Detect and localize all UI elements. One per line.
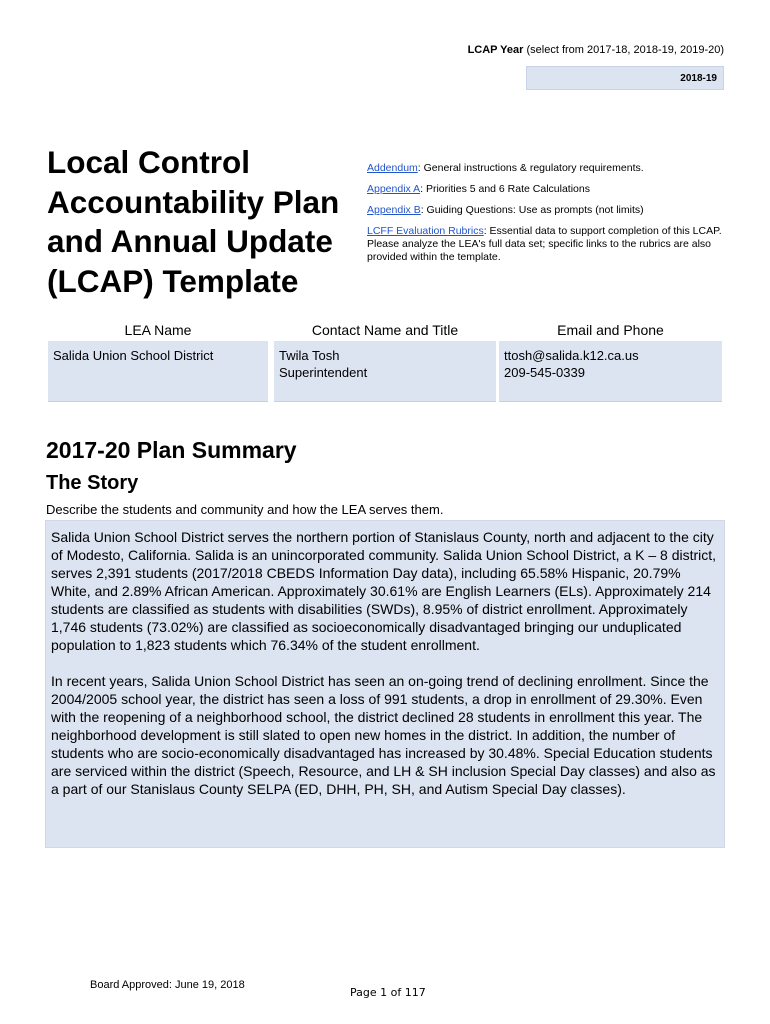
appendix-a-link[interactable]: Appendix A xyxy=(367,183,421,195)
addendum-link[interactable]: Addendum xyxy=(367,162,418,174)
plan-summary-heading: 2017-20 Plan Summary xyxy=(46,437,297,463)
appendix-a-description: : Priorities 5 and 6 Rate Calculations xyxy=(420,183,590,195)
lcap-year-label-options: (select from 2017-18, 2018-19, 2019-20) xyxy=(523,44,724,56)
title-line-2: Accountability Plan xyxy=(47,183,340,220)
story-heading: The Story xyxy=(46,472,139,494)
lcap-year-label-bold: LCAP Year xyxy=(467,44,524,56)
story-paragraph-2: In recent years, Salida Union School District has seen an on-going trend of declining enrollment. Since the 2004/2005 school year, the district has seen a loss of 991 students, a drop in enrollment of 29.30%. Even with the reopening of a neighborhood school, the district declined 28 students in enrollment this year. The neighborhood development is still slated to open new homes in the district. In addition, the number of students who are socio-economically disadvantaged has increased by 30.48%. Special Education students are serviced within the district (Speech, Resource, and LH & SH inclusion Special Day classes) and also as a part of our Stanislaus County SELPA (ED, DHH, PH, SH, and Autism Special Day classes). xyxy=(51,673,716,797)
page-number: Page 1 of 117 xyxy=(350,986,426,999)
lea-name-header: LEA Name xyxy=(124,322,192,338)
contact-header: Contact Name and Title xyxy=(311,322,459,338)
appendix-item-rubrics xyxy=(367,225,727,264)
contact-name-value: Twila Tosh xyxy=(279,348,340,363)
title-line-3: and Annual Update xyxy=(47,223,333,259)
lea-name-value: Salida Union School District xyxy=(53,348,214,363)
email-phone-header: Email and Phone xyxy=(557,322,664,338)
page-title xyxy=(47,143,367,301)
title-line-4: (LCAP) Template xyxy=(47,262,299,299)
lcap-year-label xyxy=(468,44,724,56)
story-prompt: Describe the students and community and how the LEA serves them. xyxy=(46,502,444,517)
appendix-b-link[interactable]: Appendix B xyxy=(367,204,421,216)
title-line-1: Local Control xyxy=(47,144,250,180)
appendix-b-description: : Guiding Questions: Use as prompts (not limits) xyxy=(420,204,644,216)
board-approved-footer: Board Approved: June 19, 2018 xyxy=(90,979,245,991)
appendix-item-addendum xyxy=(367,162,727,175)
contact-title-value: Superintendent xyxy=(279,365,368,380)
story-paragraph-1: Salida Union School District serves the northern portion of Stanislaus County, north and adjacent to the city of Modesto, California. Salida is an unincorporated community. Salida Union School District, a K – 8 district, serves 2,391 students (2017/2018 CBEDS Information Day data), including 65.58% Hispanic, 20.79% White, and 2.89% African American. Approximately 30.61% are English Learners (ELs). Approximately 214 students are classified as students with disabilities (SWDs), 8.95% of district enrollment. Approximately 1,746 students (73.02%) are classified as socioeconomically disadvantaged bringing our unduplicated population to 1,823 students which 76.34% of the student enrollment. xyxy=(51,529,717,653)
lea-name-field[interactable] xyxy=(48,341,268,402)
phone-value: 209-545-0339 xyxy=(504,365,585,380)
appendix-item-a xyxy=(367,183,727,196)
lcap-year-field[interactable]: 2018-19 xyxy=(526,66,724,90)
appendix-list xyxy=(367,162,727,272)
addendum-description: : General instructions & regulatory requirements. xyxy=(417,162,644,174)
email-phone-field[interactable] xyxy=(499,341,722,402)
lcff-rubrics-description: : Essential data to support completion of this LCAP. Please analyze the LEA's full data set; specific links to the rubrics are also provided within the template. xyxy=(367,225,722,263)
contact-field[interactable] xyxy=(274,341,496,402)
lcff-rubrics-link[interactable]: LCFF Evaluation Rubrics xyxy=(367,225,484,237)
story-text-field[interactable] xyxy=(45,520,725,848)
appendix-item-b xyxy=(367,204,727,217)
email-value: ttosh@salida.k12.ca.us xyxy=(504,348,639,363)
